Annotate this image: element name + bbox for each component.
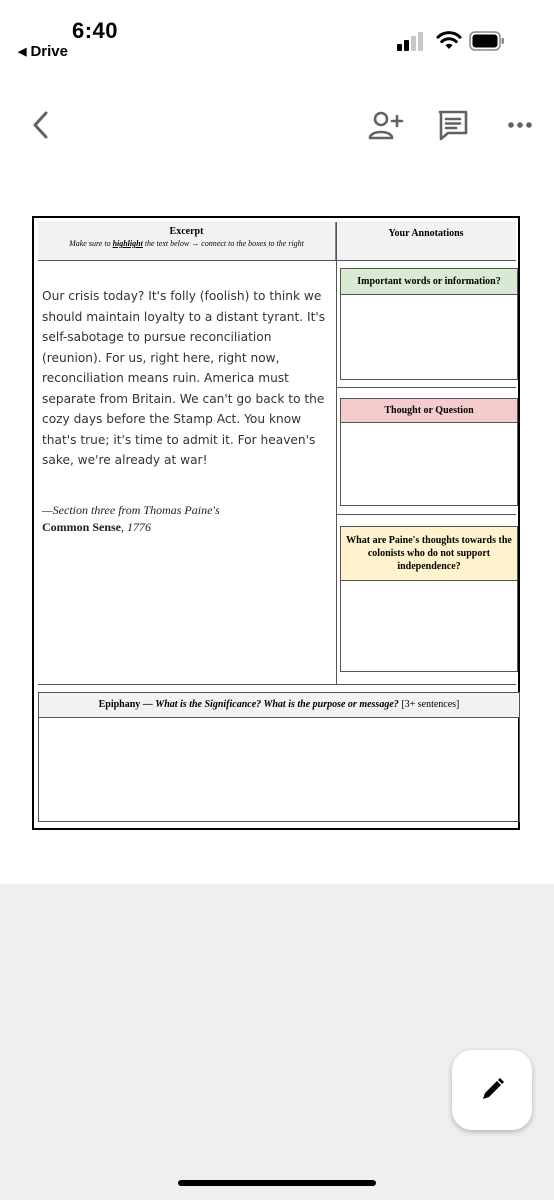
wifi-icon: [436, 30, 462, 50]
annotation-divider: [336, 514, 516, 515]
annotation-box-label: Important words or information?: [341, 269, 517, 295]
add-person-icon[interactable]: [368, 110, 404, 140]
back-to-drive-link[interactable]: [18, 43, 68, 60]
document-page[interactable]: [32, 216, 520, 830]
excerpt-text: Our crisis today? It's folly (foolish) to think we should maintain loyalty to a distant tyrant. It's self-sabotage to pursue reconciliation (reunion). For us, right here, right now, reconciliation means ruin. America must separate from Britain. We can't go back to the cozy days before the Stamp Act. You know that's true; it's time to admit it. For heaven's sake, we're already at war!: [42, 289, 326, 467]
comment-icon[interactable]: [437, 109, 469, 141]
home-indicator[interactable]: [178, 1180, 376, 1186]
excerpt-instructions: Make sure to highlight the text below → connect to the boxes to the right: [69, 239, 304, 248]
annotation-box-important[interactable]: [340, 268, 518, 380]
battery-icon: [469, 31, 505, 51]
excerpt-header: [38, 222, 336, 260]
epiphany-header: Epiphany — What is the Significance? What is the purpose or message? [3+ sentences]: [39, 693, 519, 718]
back-app-label: Drive: [30, 43, 68, 60]
status-time: 6:40: [72, 18, 119, 43]
column-divider: [336, 222, 337, 684]
annotation-box-label: Thought or Question: [341, 399, 517, 423]
signal-icon: [397, 31, 425, 51]
edit-button[interactable]: [452, 1050, 532, 1130]
back-arrow-icon: ◀: [18, 46, 27, 58]
epiphany-box[interactable]: [38, 692, 520, 822]
more-icon[interactable]: [507, 120, 533, 130]
annotation-box-label: What are Paine's thoughts towards the colonists who do not support independence?: [341, 527, 517, 581]
annotation-box-paine-thoughts[interactable]: [340, 526, 518, 672]
header-divider: [38, 260, 516, 261]
page-background: [0, 884, 554, 1200]
annotation-box-thought[interactable]: [340, 398, 518, 506]
body-divider: [38, 684, 516, 685]
chevron-left-icon[interactable]: [30, 110, 52, 140]
citation: —Section three from Thomas Paine's Common Sense, 1776: [42, 503, 220, 534]
edit-pencil-icon: [477, 1075, 507, 1105]
excerpt-title: Excerpt: [169, 226, 204, 237]
annotations-header: Your Annotations: [336, 222, 516, 260]
annotation-divider: [336, 387, 516, 388]
